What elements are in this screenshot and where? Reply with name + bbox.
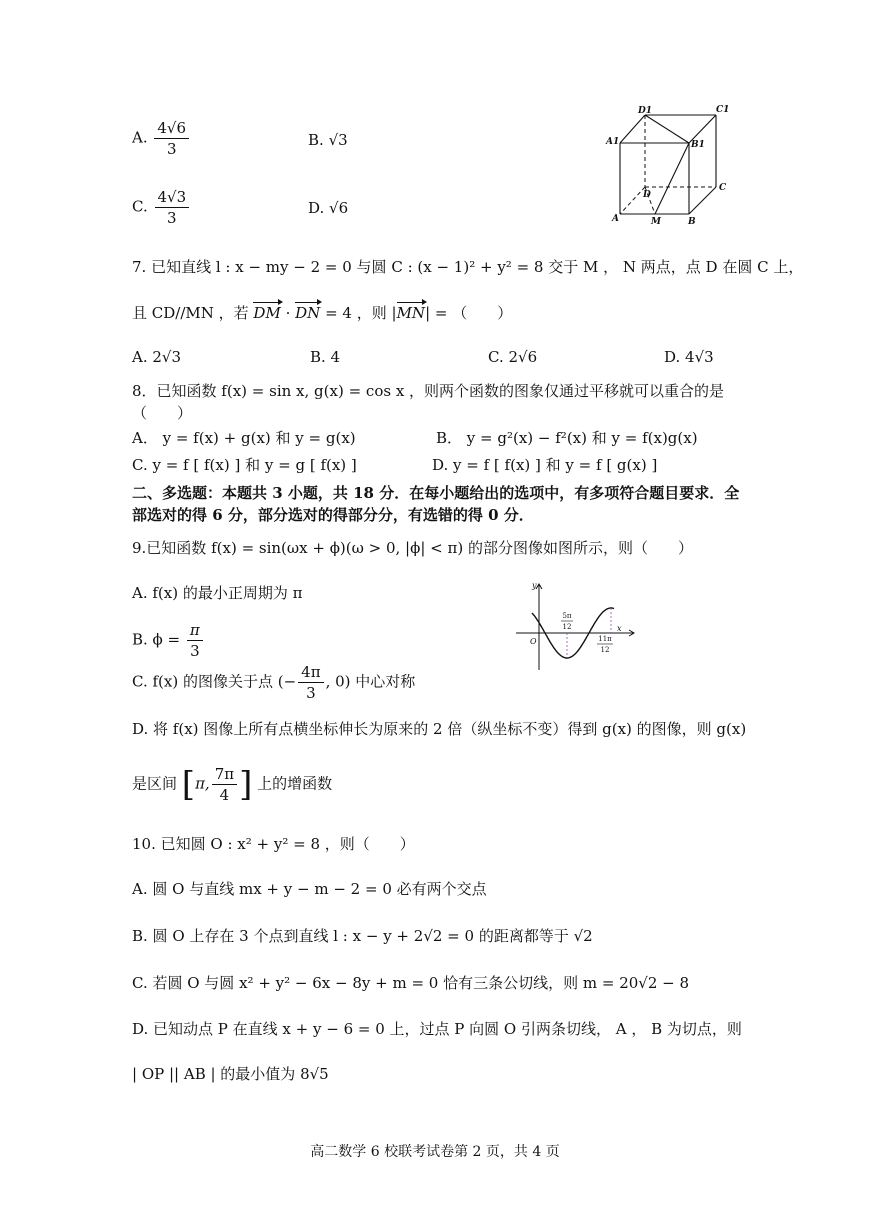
q7-stem-line2-e: = 4 ，则 | [325,304,397,322]
q6-option-d-letter: D. [308,199,325,217]
q10-stem: 10. 已知圆 O : x² + y² = 8 ，则（ ） [132,835,415,853]
q9-option-b-fraction [187,620,203,661]
q9-option-c-post: , 0) 中心对称 [325,672,416,691]
q6-option-b [308,131,348,149]
q9-option-d-line2 [132,764,332,805]
q6-option-c [132,187,191,228]
sine-graph [510,578,640,673]
q9-stem: 9.已知函数 f(x) = sin(ωx + ϕ)(ω > 0, |ϕ| < π) 的部分图像如图所示，则（ ） [132,539,693,557]
cube-label-b: B [688,217,696,227]
q9-option-d-den: 4 [219,786,230,804]
q7-option-a: A. 2√3 [132,348,182,366]
cube-label-d: D [643,190,651,200]
q8-stem-line2: （ ） [132,404,193,422]
q9-option-b [132,620,205,661]
q6-option-c-num: 4√3 [155,187,190,208]
q10-option-b: B. 圆 O 上存在 3 个点到直线 l : x − y + 2√2 = 0 的距离都等于 √2 [132,927,593,945]
q8-option-c: C. y = f [ f(x) ] 和 y = g [ f(x) ] [132,456,357,474]
graph-origin-label: O [530,637,537,646]
q6-option-a-den: 3 [166,140,177,158]
q9-option-c-pre: C. f(x) 的图像关于点 (− [132,672,297,691]
q9-option-c-num: 4π [298,662,323,683]
cube-label-b1: B1 [691,140,705,150]
q9-option-d-num: 7π [212,764,237,785]
q9-option-b-den: 3 [190,642,200,660]
cube-label-m: M [651,217,661,227]
q9-option-d-pre: 是区间 [132,774,178,793]
cube-label-d1: D1 [638,106,653,116]
graph-tick-5pi12-num: 5π [562,612,572,620]
q9-option-c-fraction [298,662,323,703]
q7-stem-line2 [132,302,512,323]
q6-option-a-letter: A. [132,128,148,147]
q6-option-d [308,199,348,217]
cube-label-a1: A1 [606,137,620,147]
q9-option-d-bracket-left: [ [181,764,196,805]
q7-option-c: C. 2√6 [488,348,538,366]
q6-option-a-fraction [154,118,189,159]
q10-option-a: A. 圆 O 与直线 mx + y − m − 2 = 0 必有两个交点 [132,880,487,898]
cube-label-a: A [612,214,619,224]
graph-tick-11pi12-num: 11π [598,635,612,643]
q9-option-b-pre: B. ϕ = [132,630,181,649]
graph-y-label: y [532,581,537,590]
q9-option-d-line1: D. 将 f(x) 图像上所有点横坐标伸长为原来的 2 倍（纵坐标不变）得到 g(x) 的图像，则 g(x) [132,720,747,738]
section2-heading-line1: 二、多选题：本题共 3 小题，共 18 分．在每小题给出的选项中，有多项符合题目要求．全 [132,484,740,502]
q8-option-a: A． y = f(x) + g(x) 和 y = g(x) [132,429,356,447]
graph-tick-11pi12-den: 12 [600,646,610,654]
q7-option-d: D. 4√3 [664,348,714,366]
q9-option-d-bracket-right: ] [239,764,253,805]
q6-option-d-value: √6 [329,199,349,217]
q7-vector-dm: DM [253,304,281,322]
q6-option-a [132,118,191,159]
page-footer: 高二数学 6 校联考试卷第 2 页，共 4 页 [310,1144,560,1160]
q6-option-c-den: 3 [167,209,177,227]
q8-option-d: D. y = f [ f(x) ] 和 y = f [ g(x) ] [432,456,658,474]
cube-label-c: C [719,183,727,193]
q7-stem-line2-g: | = （ ） [425,304,513,322]
q6-option-a-num: 4√6 [154,118,189,139]
q10-option-d-line1: D. 已知动点 P 在直线 x + y − 6 = 0 上，过点 P 向圆 O 引两条切线， A ， B 为切点，则 [132,1020,742,1038]
q6-option-b-letter: B. [308,131,324,149]
cube-figure [600,100,740,230]
q7-dot: · [285,304,291,322]
q6-option-b-value: √3 [328,131,348,149]
q10-option-d-line2: | OP || AB | 的最小值为 8√5 [132,1065,329,1083]
q9-option-a: A. f(x) 的最小正周期为 π [132,584,303,602]
q7-option-b: B. 4 [310,348,341,366]
q8-stem-line1: 8．已知函数 f(x) = sin x, g(x) = cos x ，则两个函数的图象仅通过平移就可以重合的是 [132,382,725,400]
q9-option-c [132,662,415,703]
section2-heading-line2: 部选对的得 6 分，部分选对的得部分分，有选错的得 0 分． [132,506,534,524]
q9-option-c-den: 3 [306,684,316,702]
q7-stem-line1: 7. 已知直线 l : x − my − 2 = 0 与圆 C : (x − 1)² + y² = 8 交于 M ， N 两点，点 D 在圆 C 上， [132,258,804,276]
q7-vector-mn: MN [396,304,426,322]
q8-option-b: B． y = g²(x) − f²(x) 和 y = f(x)g(x) [436,429,698,447]
q9-option-d-pi: π, [195,774,210,793]
cube-label-c1: C1 [716,105,730,115]
q7-vector-dn: DN [295,304,321,322]
q6-option-c-letter: C. [132,197,148,216]
graph-tick-5pi12-den: 12 [562,623,572,631]
q9-option-d-post: 上的增函数 [257,774,333,793]
graph-x-label: x [617,624,622,633]
q9-option-b-num: π [187,620,203,641]
q9-option-d-fraction [212,764,237,805]
q7-stem-line2-a: 且 CD//MN ，若 [132,304,249,322]
q6-option-c-fraction [155,187,190,228]
q10-option-c: C. 若圆 O 与圆 x² + y² − 6x − 8y + m = 0 恰有三条公切线，则 m = 20√2 − 8 [132,974,690,992]
